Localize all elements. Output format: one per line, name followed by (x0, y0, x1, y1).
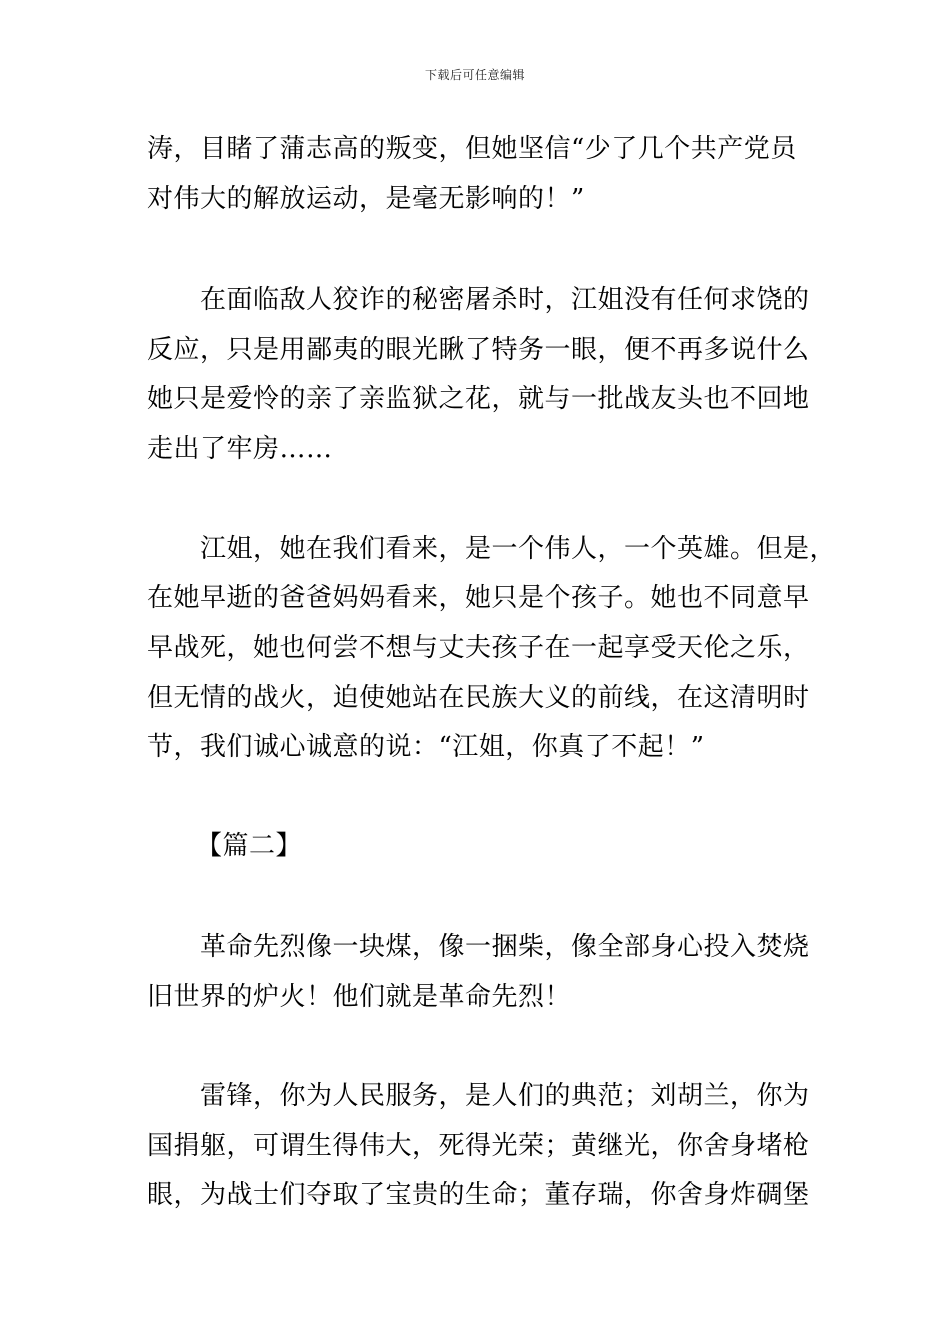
paragraph-line: 在她早逝的爸爸妈妈看来，她只是个孩子。她也不同意早 (147, 583, 810, 613)
paragraph-line: 早战死，她也何尝不想与丈夫孩子在一起享受天伦之乐， (147, 633, 810, 663)
paragraph-line: 江姐，她在我们看来，是一个伟人，一个英雄。但是， (200, 534, 837, 564)
section-heading: 【篇二】 (196, 831, 303, 861)
paragraph-line: 眼，为战士们夺取了宝贵的生命；董存瑞，你舍身炸碉堡 (147, 1180, 810, 1210)
page-header: 下载后可任意编辑 (424, 68, 525, 82)
paragraph-line: 节，我们诚心诚意的说：“江姐，你真了不起！” (147, 732, 705, 762)
paragraph-line: 对伟大的解放运动，是毫无影响的！” (147, 184, 585, 214)
paragraph-line: 走出了牢房…… (147, 434, 333, 464)
paragraph-line: 旧世界的炉火！他们就是革命先烈！ (147, 982, 572, 1012)
paragraph-line: 在面临敌人狡诈的秘密屠杀时，江姐没有任何求饶的 (200, 285, 810, 315)
paragraph-line: 反应，只是用鄙夷的眼光瞅了特务一眼，便不再多说什么 (147, 335, 810, 365)
paragraph-line: 革命先烈像一块煤，像一捆柴，像全部身心投入焚烧 (200, 932, 810, 962)
paragraph-line: 涛，目睹了蒲志高的叛变，但她坚信“少了几个共产党员 (147, 134, 797, 164)
paragraph-line: 但无情的战火，迫使她站在民族大义的前线，在这清明时 (147, 683, 810, 713)
paragraph-line: 雷锋，你为人民服务，是人们的典范；刘胡兰，你为 (200, 1081, 810, 1111)
paragraph-line: 国捐躯，可谓生得伟大，死得光荣；黄继光，你舍身堵枪 (147, 1131, 810, 1161)
paragraph-line: 她只是爱怜的亲了亲监狱之花，就与一批战友头也不回地 (147, 384, 810, 414)
